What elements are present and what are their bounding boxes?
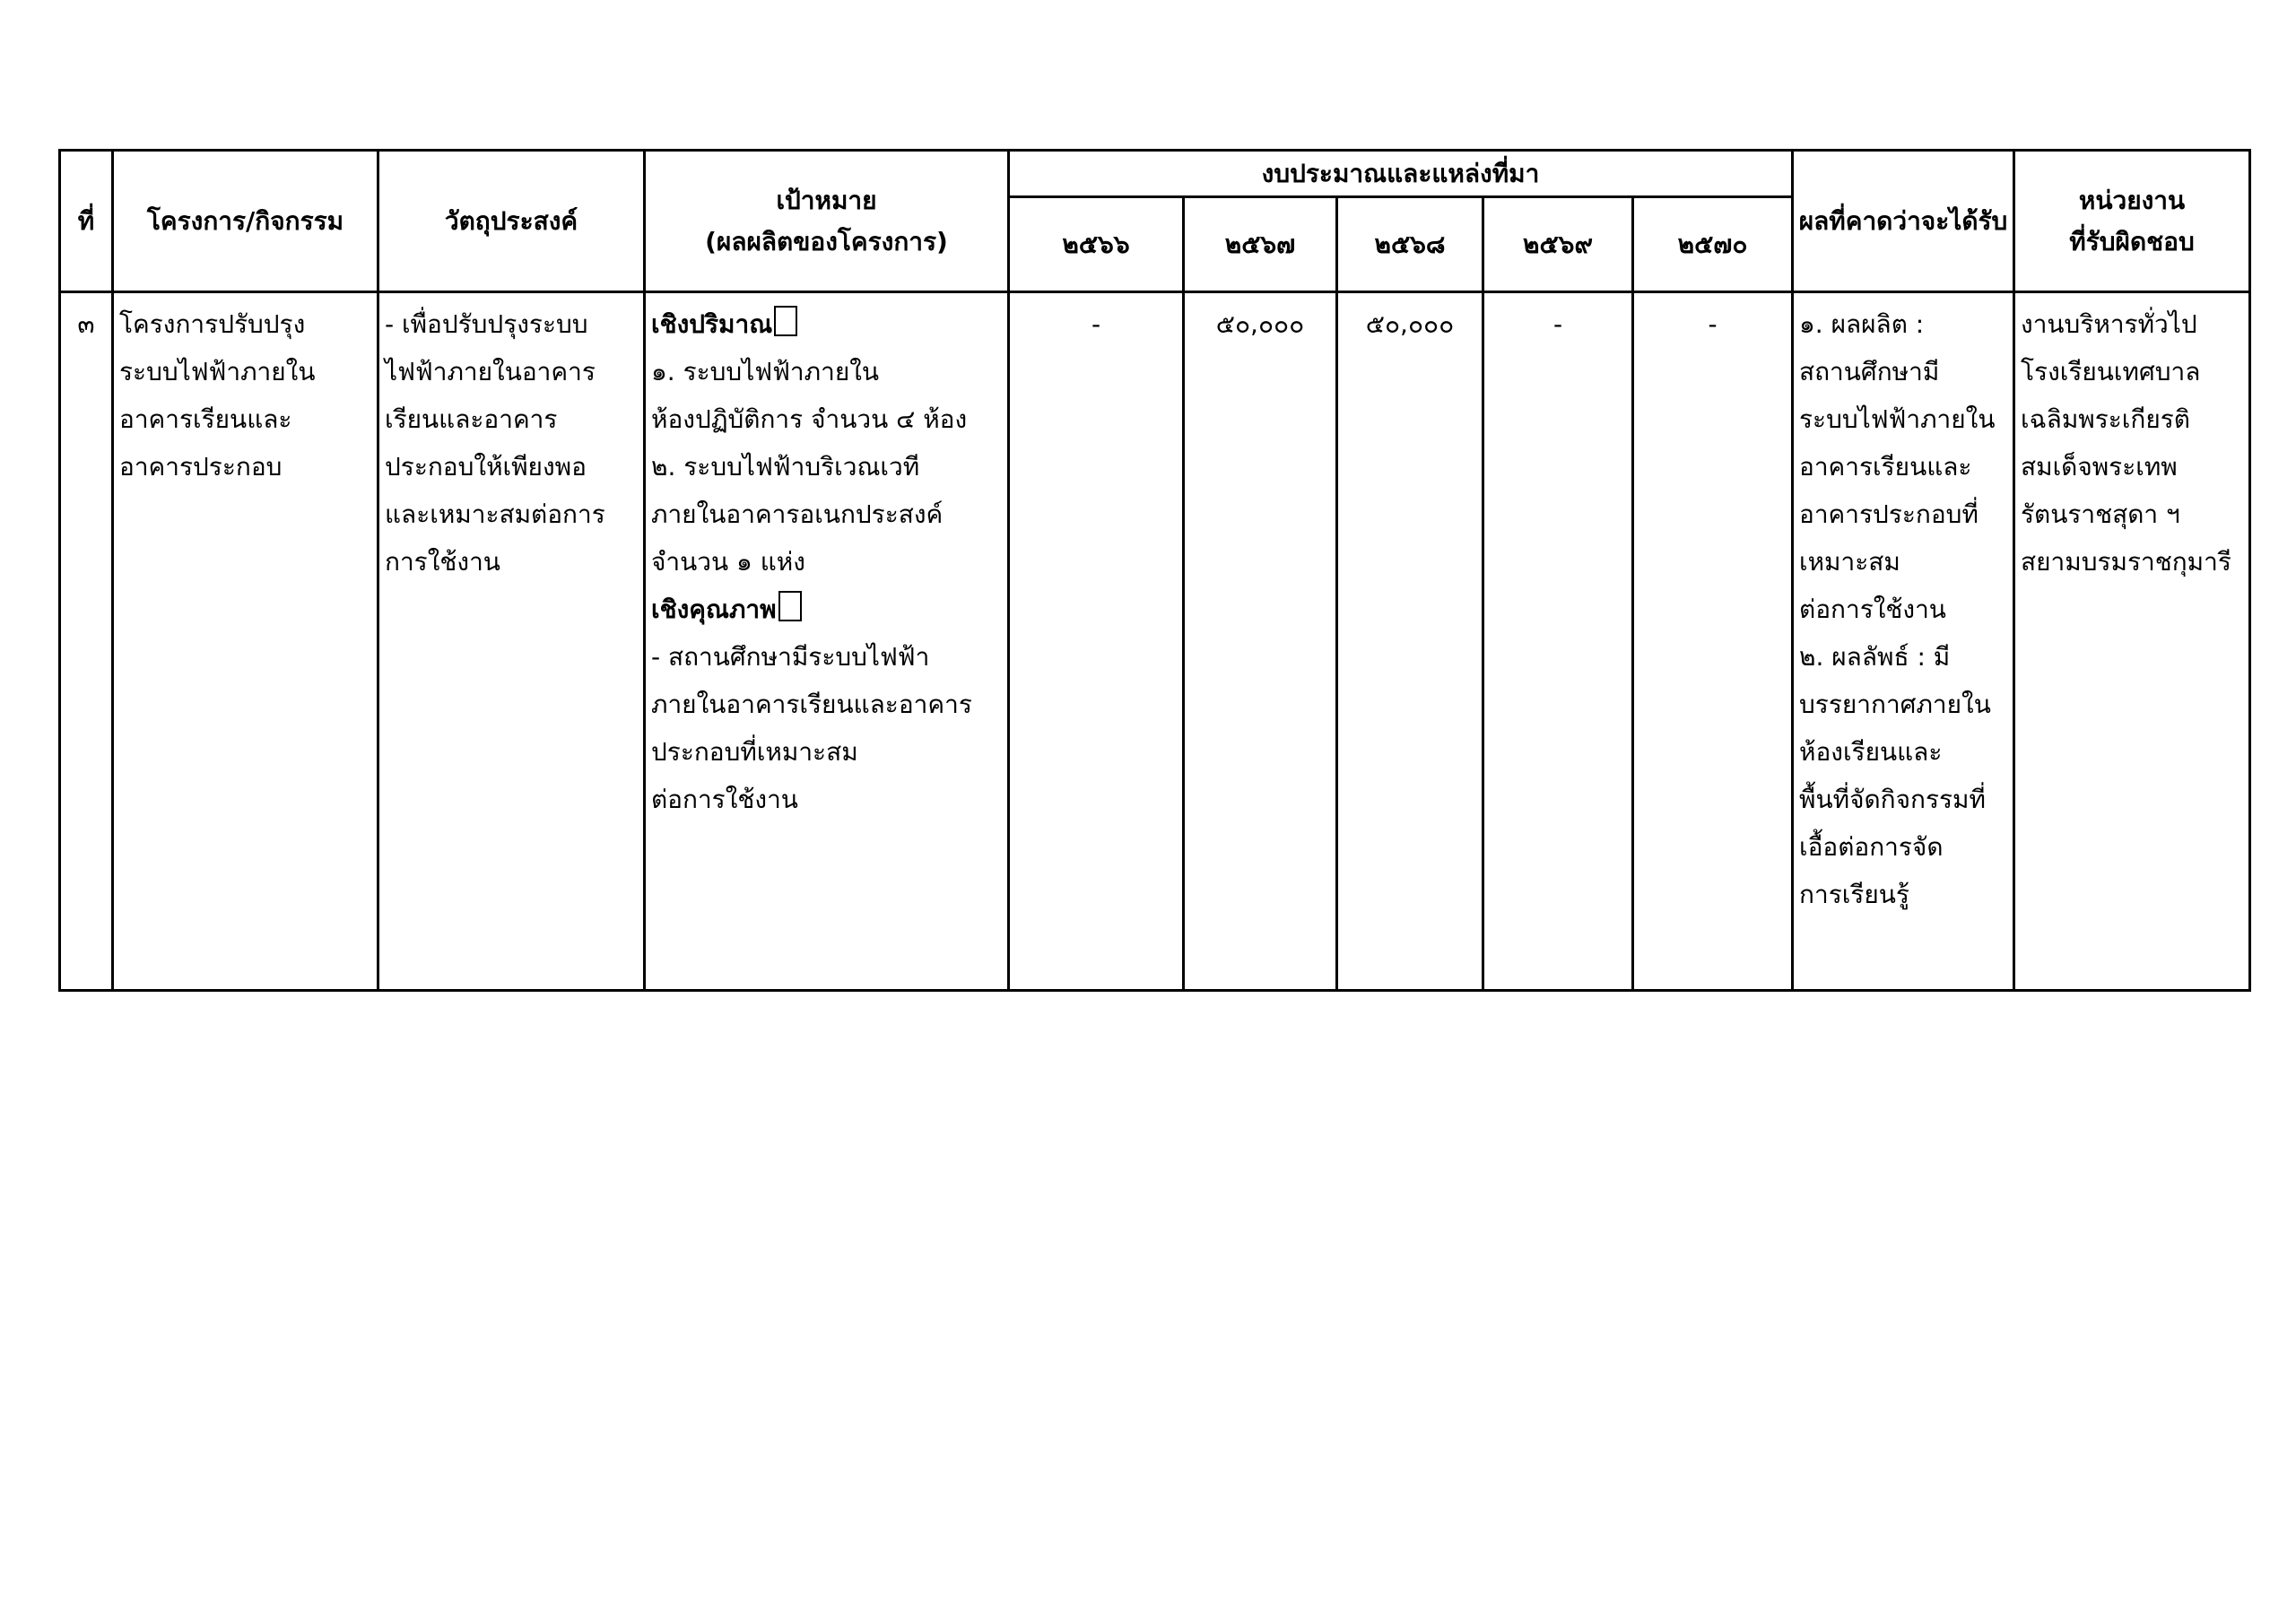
budget-2568: ๕๐,๐๐๐ [1337,292,1483,991]
objective-line: การใช้งาน [385,547,500,577]
expected-line: พื้นที่จัดกิจกรรมที่ [1799,785,1986,814]
header-row-1 [60,151,2250,197]
quantity-heading-line [651,300,1004,348]
quantity-line: ห้องปฏิบัติการ จำนวน ๔ ห้อง [651,404,968,434]
unit-line: โรงเรียนเทศบาล [2021,357,2201,386]
header-no: ที่ [60,151,113,292]
expected-line: อาคารเรียนและ [1799,452,1972,482]
header-year-2570: ๒๕๗๐ [1633,197,1793,292]
responsible-unit-cell [2014,292,2250,991]
expected-line: การเรียนรู้ [1799,880,1909,909]
expected-line: อาคารประกอบที่ [1799,499,1979,529]
expected-line: บรรยากาศภายใน [1799,690,1991,719]
expected-cell [1793,292,2014,991]
header-unit-line1: หน่วยงาน [2078,185,2186,215]
budget-2570: - [1633,292,1793,991]
objective-line: - เพื่อปรับปรุงระบบ [385,309,588,339]
quality-line: ต่อการใช้งาน [651,785,798,814]
checkbox-icon [774,306,797,336]
header-year-2568: ๒๕๖๘ [1337,197,1483,292]
header-objective: วัตถุประสงค์ [378,151,645,292]
unit-line: สมเด็จพระเทพ [2021,452,2178,482]
budget-2566: - [1009,292,1184,991]
project-line: โครงการปรับปรุง [119,309,306,339]
target-cell [645,292,1009,991]
project-line: อาคารเรียนและ [119,404,292,434]
header-unit-line2: ที่รับผิดชอบ [2069,226,2195,256]
header-target-line2: (ผลผลิตของโครงการ) [705,226,948,256]
table-row [60,292,2250,991]
checkbox-icon [778,591,802,621]
header-expected: ผลที่คาดว่าจะได้รับ [1793,151,2014,292]
expected-line: ๒. ผลลัพธ์ : มี [1799,642,1951,672]
header-project: โครงการ/กิจกรรม [113,151,378,292]
header-target-line1: เป้าหมาย [776,185,877,215]
expected-line: ต่อการใช้งาน [1799,595,1946,624]
header-year-2567: ๒๕๖๗ [1184,197,1337,292]
quality-line: ภายในอาคารเรียนและอาคาร [651,690,972,719]
unit-line: เฉลิมพระเกียรติ [2021,404,2190,434]
budget-2567: ๕๐,๐๐๐ [1184,292,1337,991]
row-number: ๓ [60,292,113,991]
header-year-2566: ๒๕๖๖ [1009,197,1184,292]
project-line: ระบบไฟฟ้าภายใน [119,357,316,386]
quality-line: ประกอบที่เหมาะสม [651,737,858,767]
unit-line: งานบริหารทั่วไป [2021,309,2197,339]
project-cell [113,292,378,991]
objective-line: เรียนและอาคาร [385,404,558,434]
expected-line: ห้องเรียนและ [1799,737,1943,767]
expected-line: เหมาะสม [1799,547,1900,577]
header-target [645,151,1009,292]
expected-line: ๑. ผลผลิต : [1799,309,1925,339]
objective-line: ไฟฟ้าภายในอาคาร [385,357,596,386]
objective-line: และเหมาะสมต่อการ [385,499,605,529]
quantity-heading: เชิงปริมาณ [651,309,773,339]
quantity-line: ๒. ระบบไฟฟ้าบริเวณเวที [651,452,920,482]
unit-line: สยามบรมราชกุมารี [2021,547,2231,577]
quantity-line: จำนวน ๑ แห่ง [651,547,805,577]
quality-line: - สถานศึกษามีระบบไฟฟ้า [651,642,930,672]
quantity-line: ภายในอาคารอเนกประสงค์ [651,499,944,529]
project-line: อาคารประกอบ [119,452,283,482]
header-year-2569: ๒๕๖๙ [1483,197,1633,292]
budget-2569: - [1483,292,1633,991]
expected-line: เอื้อต่อการจัด [1799,832,1944,862]
quality-heading-line [651,586,1004,633]
header-unit [2014,151,2250,292]
quality-heading: เชิงคุณภาพ [651,595,777,624]
unit-line: รัตนราชสุดา ฯ [2021,499,2180,529]
header-budget: งบประมาณและแหล่งที่มา [1009,151,1793,197]
expected-line: สถานศึกษามี [1799,357,1940,386]
expected-line: ระบบไฟฟ้าภายใน [1799,404,1996,434]
quantity-line: ๑. ระบบไฟฟ้าภายใน [651,357,880,386]
objective-line: ประกอบให้เพียงพอ [385,452,587,482]
objective-cell [378,292,645,991]
project-plan-table [58,149,2251,992]
